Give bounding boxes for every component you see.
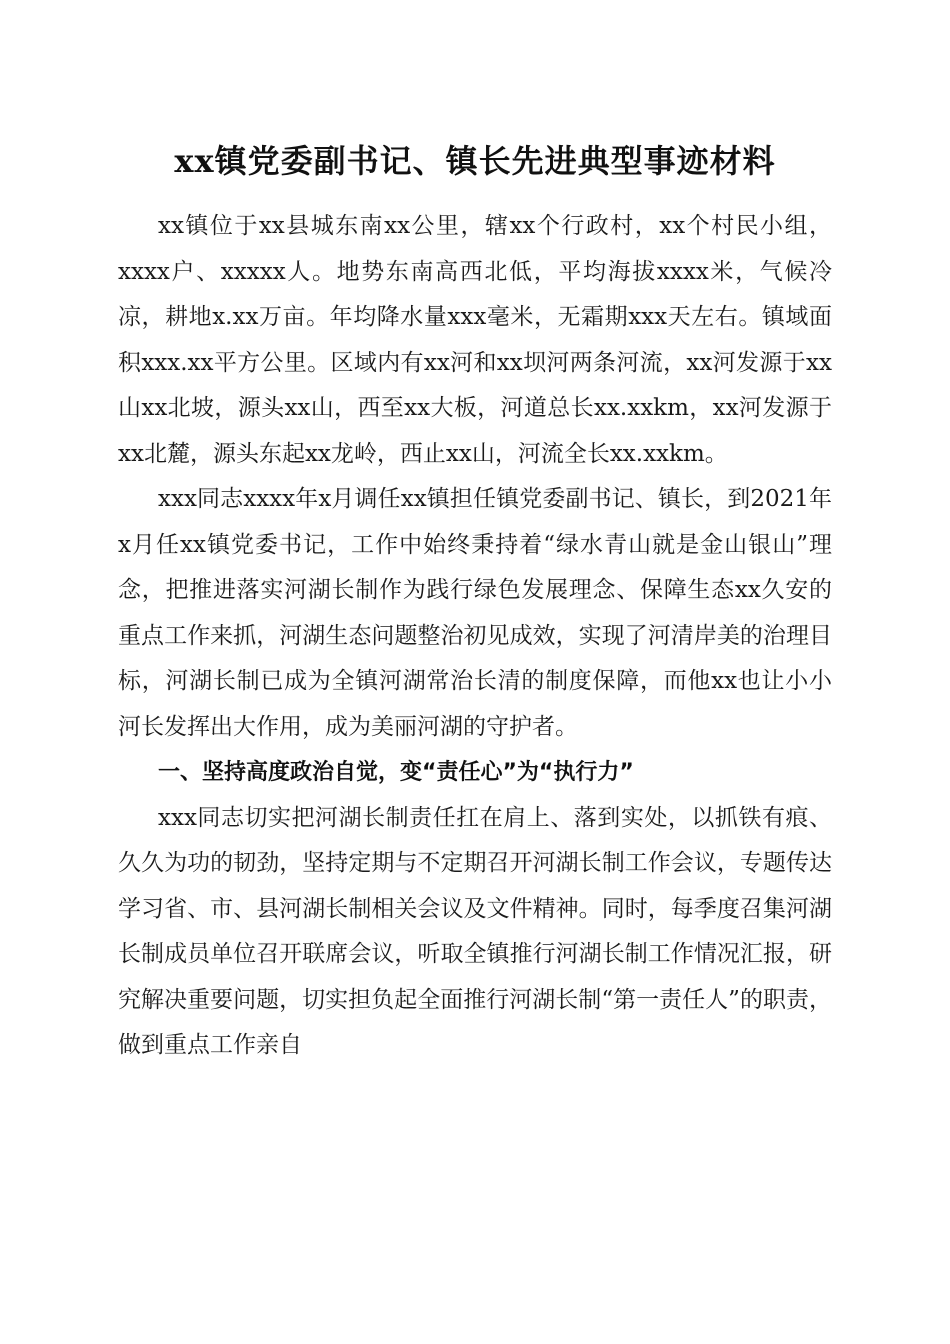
document-body (118, 204, 832, 1069)
section-1-heading: 一、坚持高度政治自觉，变“责任心”为“执行力” (158, 760, 634, 785)
profile-paragraph: xxx同志xxxx年x月调任xx镇担任镇党委副书记、镇长，到2021年x月任xx镇党委书记，工作中始终秉持着“绿水青山就是金山银山”理念，把推进落实河湖长制作为践行绿色发展理念、保障生态xx久安的重点工作来抓，河湖生态问题整治初见成效，实现了河清岸美的治理目标，河湖长制已成为全镇河湖常治长清的制度保障，而他xx也让小小河长发挥出大作用，成为美丽河湖的守护者。 (118, 486, 832, 740)
section-1-paragraph: xxx同志切实把河湖长制责任扛在肩上、落到实处，以抓铁有痕、久久为功的韧劲，坚持定期与不定期召开河湖长制工作会议，专题传达学习省、市、县河湖长制相关会议及文件精神。同时，每季度召集河湖长制成员单位召开联席会议，听取全镇推行河湖长制工作情况汇报，研究解决重要问题，切实担负起全面推行河湖长制“第一责任人”的职责，做到重点工作亲自 (118, 804, 832, 1058)
document-title: xx镇党委副书记、镇长先进典型事迹材料 (174, 142, 776, 180)
intro-paragraph: xx镇位于xx县城东南xx公里，辖xx个行政村，xx个村民小组，xxxx户、xxxxx人。地势东南高西北低，平均海拔xxxx米，气候冷凉，耕地x.xx万亩。年均降水量xxx毫米，无霜期xxx天左右。镇域面积xxx.xx平方公里。区域内有xx河和xx坝河两条河流，xx河发源于xx山xx北坡，源头xx山，西至xx大板，河道总长xx.xxkm，xx河发源于xx北麓，源头东起xx龙岭，西止xx山，河流全长xx.xxkm。 (118, 213, 832, 467)
